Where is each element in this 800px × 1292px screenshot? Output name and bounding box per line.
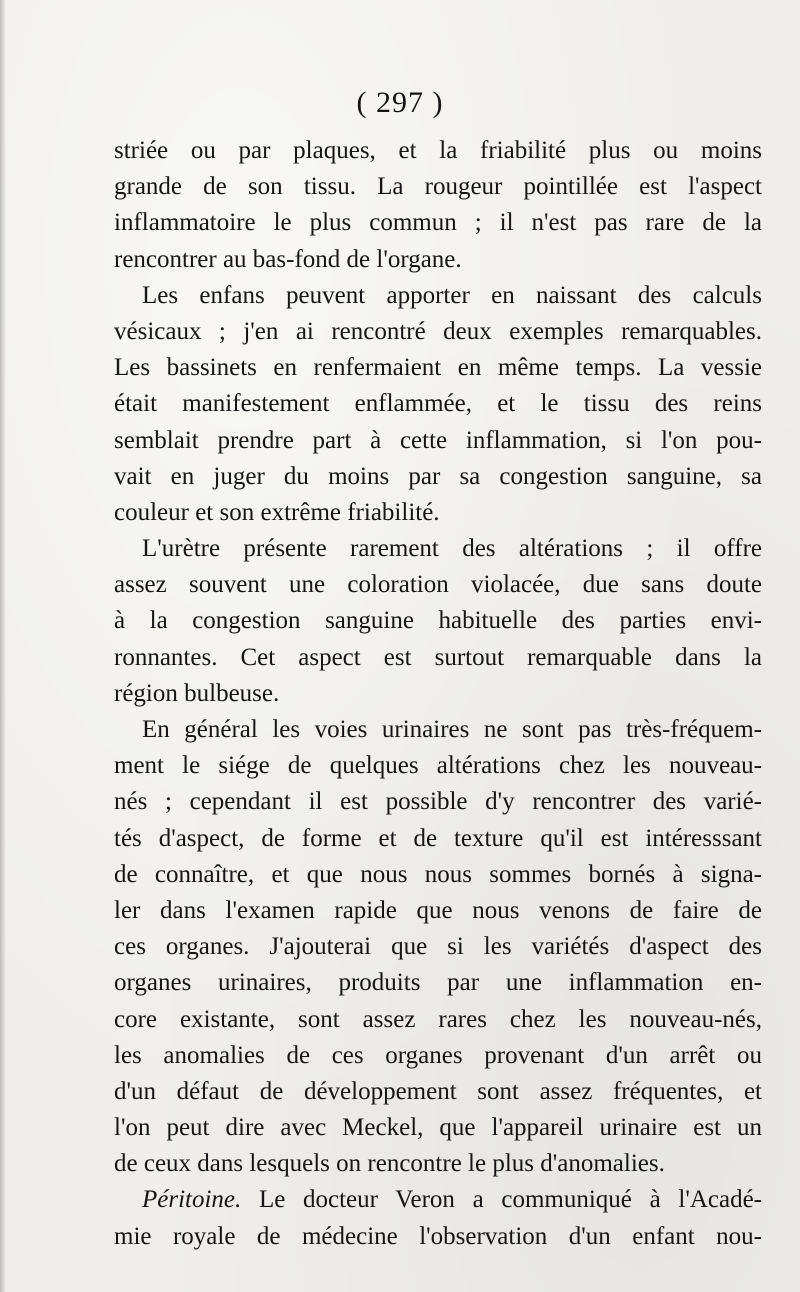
text-line: mie royale de médecine l'observation d'un enfant nou- (114, 1222, 762, 1250)
text-line: tés d'aspect, de forme et de texture qu'il est intéresssant (114, 824, 762, 852)
text-line: était manifestement enflammée, et le tissu des reins (114, 390, 762, 418)
text-line: L'urètre présente rarement des altérations ; il offre (142, 535, 762, 563)
page-number: ( 297 ) (356, 86, 444, 119)
text-line: rencontrer au bas-fond de l'organe. (114, 245, 462, 273)
text-line: nés ; cependant il est possible d'y rencontrer des varié- (114, 788, 762, 816)
text-line: organes urinaires, produits par une inflammation en- (114, 969, 762, 997)
text-line: En général les voies urinaires ne sont pas très-fréquem- (142, 716, 762, 743)
page-edge-shadow (0, 0, 6, 1292)
text-line: ces organes. J'ajouterai que si les variétés d'aspect des (114, 933, 762, 961)
text-line: de connaître, et que nous nous sommes bornés à signa- (114, 860, 762, 888)
paragraph-4 (114, 712, 762, 1182)
text-line: Les enfans peuvent apporter en naissant des calculs (142, 281, 762, 309)
paragraph-1 (114, 133, 762, 278)
text-line: de ceux dans lesquels on rencontre le plus d'anomalies. (114, 1150, 665, 1178)
text-line: core existante, sont assez rares chez les nouveau-nés, (114, 1005, 762, 1033)
text-line: grande de son tissu. La rougeur pointillée est l'aspect (114, 173, 762, 201)
text-line: ment le siége de quelques altérations chez les nouveau- (114, 752, 762, 780)
text-line: d'un défaut de développement sont assez fréquentes, et (114, 1077, 762, 1105)
paragraph-3 (114, 531, 762, 712)
paragraph-5 (114, 1182, 762, 1254)
text-line: les anomalies de ces organes provenant d'un arrêt ou (114, 1041, 762, 1069)
text-line: couleur et son extrême friabilité. (114, 498, 440, 526)
text-line: l'on peut dire avec Meckel, que l'appareil urinaire est un (114, 1114, 762, 1142)
text-line: inflammatoire le plus commun ; il n'est pas rare de la (114, 209, 762, 237)
text-line: région bulbeuse. (114, 679, 280, 707)
text-line: vésicaux ; j'en ai rencontré deux exemples remarquables. (114, 317, 762, 345)
text-line: assez souvent une coloration violacée, due sans doute (114, 571, 762, 599)
body-text (114, 133, 762, 1255)
text-line: semblait prendre part à cette inflammation, si l'on pou- (114, 426, 762, 454)
text-line: Les bassinets en renfermaient en même temps. La vessie (114, 354, 762, 382)
section-heading-italic: Péritoine. (142, 1186, 242, 1214)
text-line-rest: Le docteur Veron a communiqué à l'Acadé- (241, 1186, 762, 1214)
text-line: ler dans l'examen rapide que nous venons de faire de (114, 896, 762, 924)
text-line: vait en juger du moins par sa congestion sanguine, sa (114, 462, 762, 490)
text-line: striée ou par plaques, et la friabilité plus ou moins (114, 137, 762, 164)
text-line (114, 1182, 762, 1218)
text-line: à la congestion sanguine habituelle des parties envi- (114, 607, 762, 635)
text-line: ronnantes. Cet aspect est surtout remarquable dans la (114, 643, 762, 671)
paragraph-2 (114, 278, 762, 531)
